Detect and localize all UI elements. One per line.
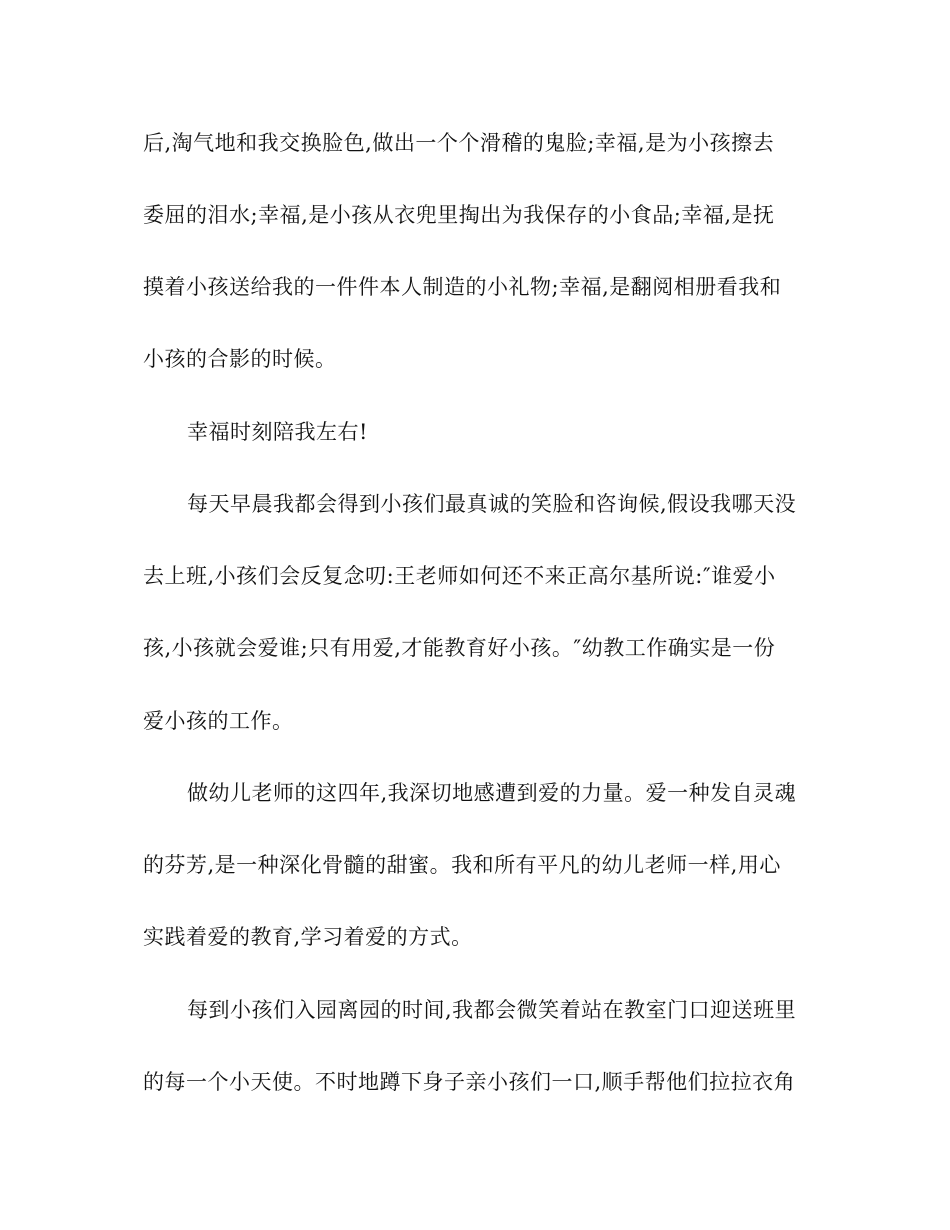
paragraph-line: 每天早晨我都会得到小孩们最真诚的笑脸和咨询候,假设我哪天没 [187, 492, 797, 516]
text-line: 去上班,小孩们会反复念叨:王老师如何还不来正高尔基所说:″谁爱小 [143, 564, 776, 588]
text-line: 摸着小孩送给我的一件件本人制造的小礼物;幸福,是翻阅相册看我和 [143, 275, 782, 299]
paragraph-line: 每到小孩们入园离园的时间,我都会微笑着站在教室门口迎送班里 [187, 998, 797, 1022]
text-line: 实践着爱的教育,学习着爱的方式。 [143, 925, 473, 949]
text-line: 爱小孩的工作。 [143, 709, 294, 733]
text-line: 孩,小孩就会爱谁;只有用爱,才能教育好小孩。″幼教工作确实是一份 [143, 636, 776, 660]
text-line: 委屈的泪水;幸福,是小孩从衣兜里掏出为我保存的小食品;幸福,是抚 [143, 203, 775, 227]
text-line: 小孩的合影的时候。 [143, 347, 337, 371]
paragraph-line: 做幼儿老师的这四年,我深切地感遭到爱的力量。爱一种发自灵魂 [187, 781, 797, 805]
text-line: 后,淘气地和我交换脸色,做出一个个滑稽的鬼脸;幸福,是为小孩擦去 [143, 131, 775, 155]
text-line: 的芬芳,是一种深化骨髓的甜蜜。我和所有平凡的幼儿老师一样,用心 [143, 853, 781, 877]
text-line: 的每一个小天使。不时地蹲下身子亲小孩们一口,顺手帮他们拉拉衣角 [143, 1070, 796, 1094]
paragraph-line: 幸福时刻陪我左右! [187, 420, 368, 444]
